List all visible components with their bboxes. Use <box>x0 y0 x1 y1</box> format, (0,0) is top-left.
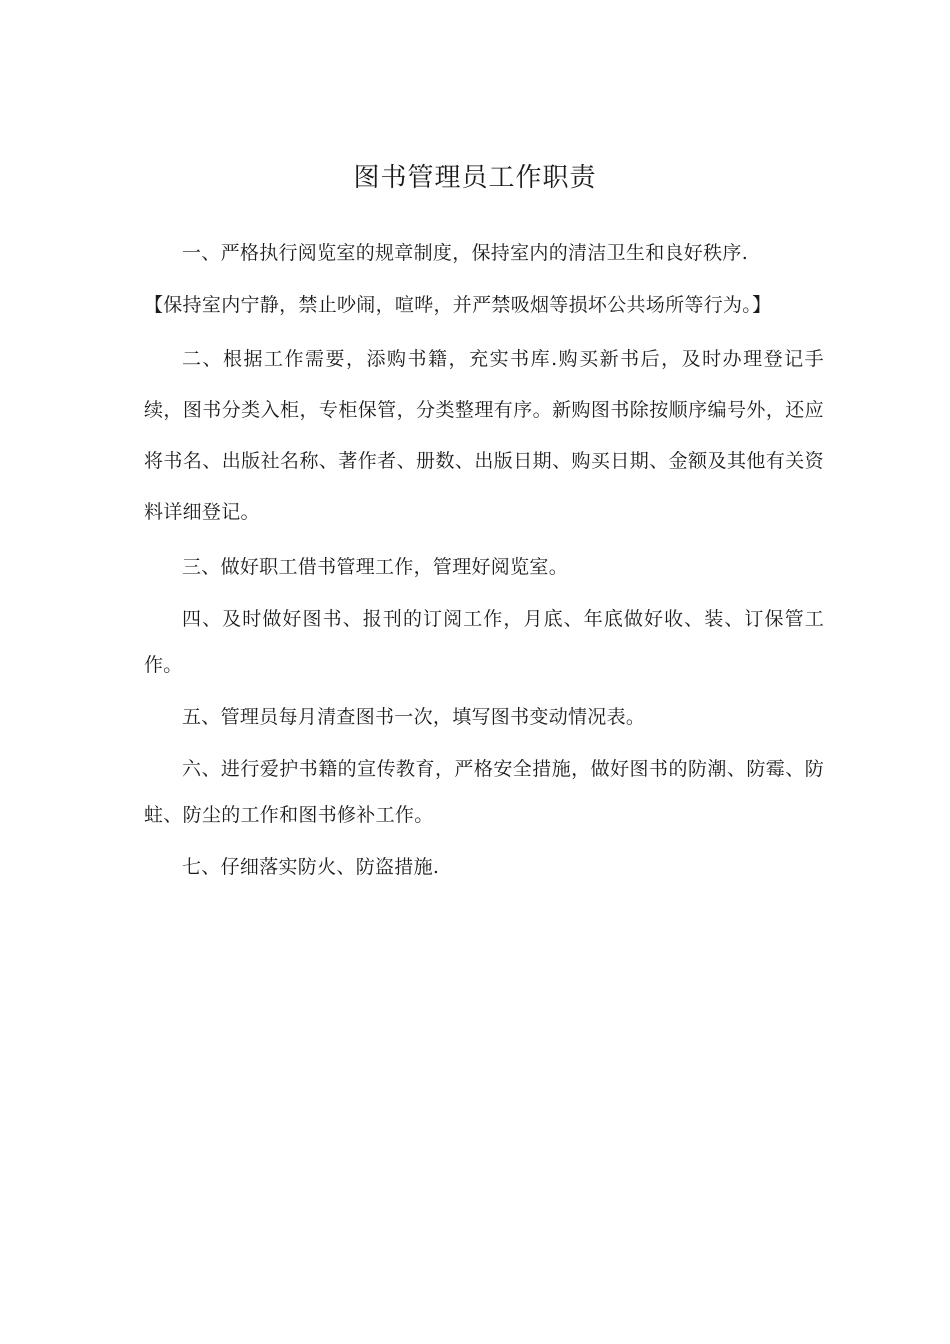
duty-item-2: 二、根据工作需要，添购书籍，充实书库.购买新书后，及时办理登记手续，图书分类入柜，专柜保管，分类整理有序。新购图书除按顺序编号外，还应将书名、出版社名称、著作者、册数、出版日期、购买日期、金额及其他有关资料详细登记。 <box>144 348 824 523</box>
document-title: 图书管理员工作职责 <box>353 163 597 193</box>
duty-item-3: 三、做好职工借书管理工作，管理好阅览室。 <box>182 556 569 578</box>
duty-item-6: 六、进行爱护书籍的宣传教育，严格安全措施，做好图书的防潮、防霉、防蛀、防尘的工作和图书修补工作。 <box>144 758 824 826</box>
duty-item-5: 五、管理员每月清查图书一次，填写图书变动情况表。 <box>182 706 646 728</box>
document-body <box>144 230 824 896</box>
duty-item-7: 七、仔细落实防火、防盗措施. <box>182 856 440 878</box>
duty-item-4: 四、及时做好图书、报刊的订阅工作，月底、年底做好收、装、订保管工作。 <box>144 608 824 676</box>
duty-item-1-note: 【保持室内宁静，禁止吵闹，喧哗，并严禁吸烟等损坏公共场所等行为。】 <box>144 294 772 316</box>
duty-item-1: 一、严格执行阅览室的规章制度，保持室内的清洁卫生和良好秩序. <box>182 242 749 264</box>
